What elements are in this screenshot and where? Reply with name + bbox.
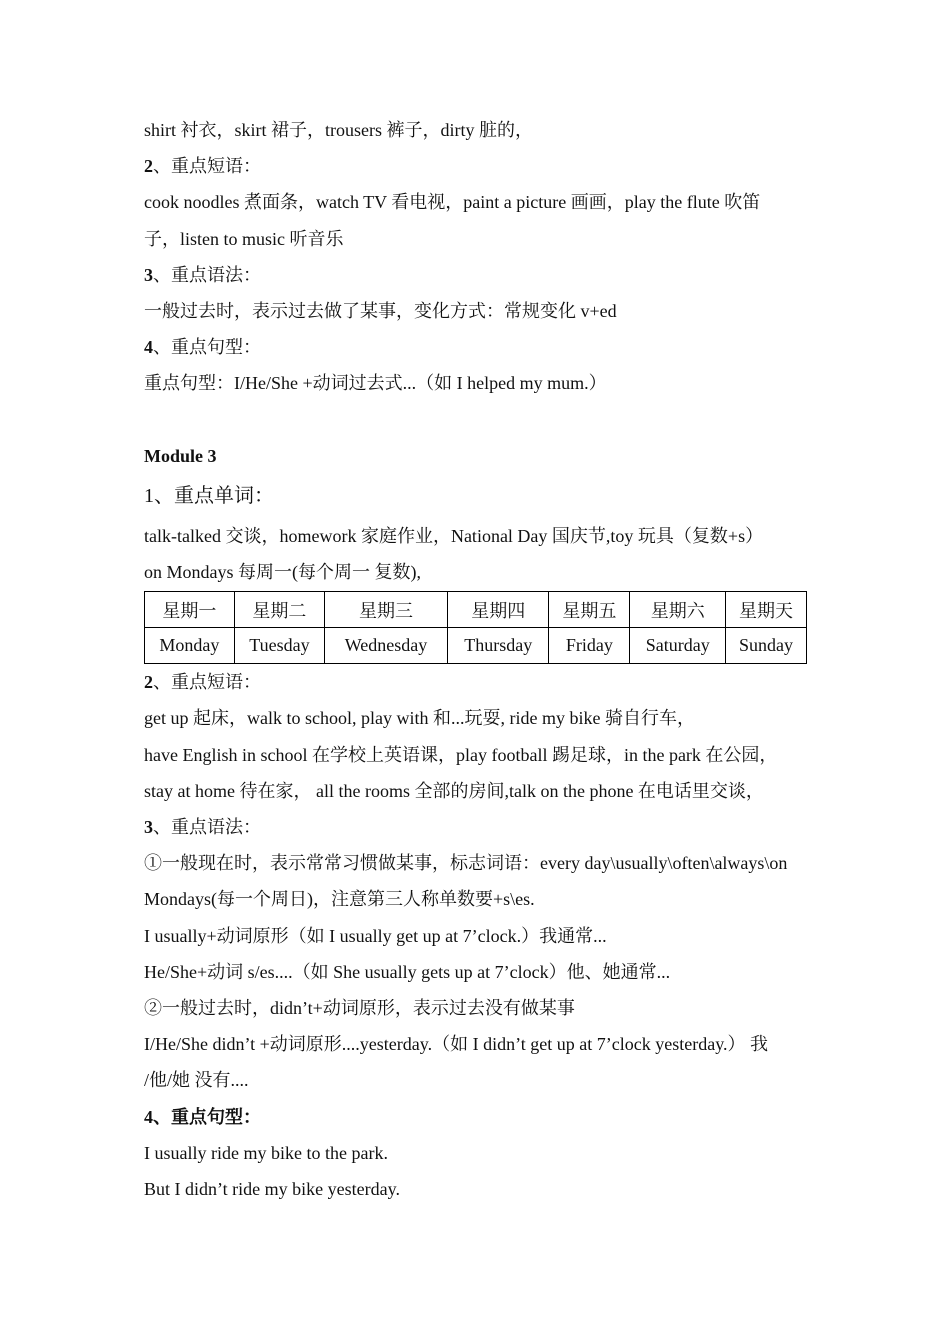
sentence-line: I usually ride my bike to the park.	[144, 1142, 388, 1163]
grammar-line: /他/她 没有....	[144, 1070, 249, 1091]
section-number: 4	[144, 337, 153, 358]
sentence-line: But I didn’t ride my bike yesterday.	[144, 1179, 400, 1200]
document-page	[144, 112, 806, 1207]
section-number: 1	[144, 484, 154, 507]
phrases-line: have English in school 在学校上英语课，play football 踢足球，in the park 在公园，	[144, 744, 778, 765]
section-heading-vocab	[144, 474, 806, 518]
section-title: 、重点短语：	[153, 672, 261, 693]
table-cell: Monday	[145, 628, 235, 664]
module-title: Module 3	[144, 445, 217, 466]
section-heading-grammar	[144, 809, 806, 845]
vocab-line: talk-talked 交谈，homework 家庭作业，National Day 国庆节,toy 玩具（复数+s）	[144, 525, 764, 546]
grammar-line: ②一般过去时，didn’t+动词原形，表示过去没有做某事	[144, 998, 575, 1019]
grammar-line: He/She+动词 s/es....（如 She usually gets up at 7’clock）他、她通常...	[144, 961, 671, 982]
table-row-english	[145, 628, 807, 664]
section-number: 2	[144, 156, 153, 177]
weekday-table	[144, 591, 807, 664]
section-title: 、重点语法：	[153, 817, 261, 838]
table-cell: Thursday	[447, 628, 549, 664]
table-cell: Sunday	[726, 628, 807, 664]
table-cell: 星期二	[234, 592, 324, 628]
section-title: 、重点单词：	[154, 484, 274, 507]
grammar-line: 一般过去时，表示过去做了某事，变化方式：常规变化 v+ed	[144, 301, 617, 322]
table-cell: 星期五	[549, 592, 630, 628]
table-cell: 星期三	[325, 592, 448, 628]
section-heading-sentences	[144, 1099, 806, 1135]
sentence-line: 重点句型：I/He/She +动词过去式...（如 I helped my mum.）	[144, 373, 607, 394]
grammar-line: ①一般现在时，表示常常习惯做某事，标志词语：every day\usually\often\always\on	[144, 853, 788, 874]
section-title: 、重点句型：	[153, 337, 261, 358]
section-number: 4	[144, 1106, 153, 1127]
section-heading-sentences	[144, 329, 806, 365]
section-title: 、重点语法：	[153, 264, 261, 285]
phrases-line: get up 起床，walk to school, play with 和...玩耍, ride my bike 骑自行车，	[144, 708, 695, 729]
vocab-line: on Mondays 每周一(每个周一 复数),	[144, 562, 421, 583]
phrases-line: 子，listen to music 听音乐	[144, 228, 344, 249]
section-number: 2	[144, 672, 153, 693]
grammar-line: I/He/She didn’t +动词原形....yesterday.（如 I didn’t get up at 7’clock yesterday.） 我	[144, 1034, 769, 1055]
section-number: 3	[144, 264, 153, 285]
spacer	[144, 402, 806, 438]
table-cell: 星期四	[447, 592, 549, 628]
table-cell: Friday	[549, 628, 630, 664]
table-row-chinese	[145, 592, 807, 628]
grammar-line: Mondays(每一个周日)，注意第三人称单数要+s\es.	[144, 889, 535, 910]
section-title: 、重点句型：	[153, 1106, 261, 1127]
table-cell: 星期天	[726, 592, 807, 628]
table-cell: Tuesday	[234, 628, 324, 664]
phrases-line: stay at home 待在家， all the rooms 全部的房间,talk on the phone 在电话里交谈，	[144, 780, 764, 801]
table-cell: 星期六	[630, 592, 726, 628]
table-cell: Saturday	[630, 628, 726, 664]
phrases-line: cook noodles 煮面条，watch TV 看电视，paint a picture 画画，play the flute 吹笛	[144, 192, 761, 213]
grammar-line: I usually+动词原形（如 I usually get up at 7’clock.）我通常...	[144, 925, 607, 946]
table-cell: Wednesday	[325, 628, 448, 664]
table-cell: 星期一	[145, 592, 235, 628]
vocab-line: shirt 衬衣，skirt 裙子，trousers 裤子，dirty 脏的，	[144, 120, 533, 140]
section-number: 3	[144, 817, 153, 838]
section-heading-phrases	[144, 664, 806, 700]
section-heading-phrases	[144, 148, 806, 184]
section-title: 、重点短语：	[153, 156, 261, 177]
section-heading-grammar	[144, 257, 806, 293]
